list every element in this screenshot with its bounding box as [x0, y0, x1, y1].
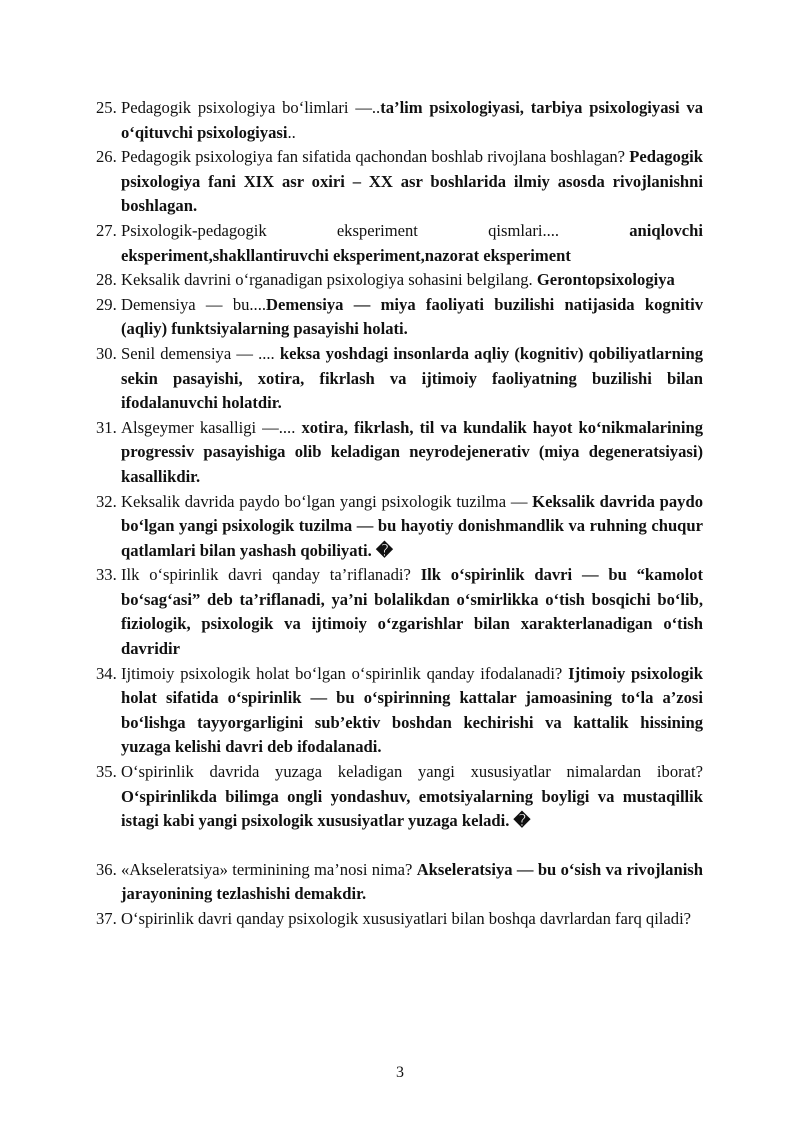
item-body [121, 416, 703, 490]
list-item [96, 760, 703, 834]
item-body [121, 268, 703, 293]
trailing-text: .. [287, 122, 296, 142]
item-body [121, 760, 703, 834]
answer-text: ta’lim psixologiyasi, tarbiya psixologiyasi va o‘qituvchi psixologiyasi [121, 98, 703, 142]
answer-text: Akseleratsiya — bu o‘sish va rivojlanish jarayonining tezlashishi demakdir. [121, 859, 703, 904]
item-number: 33. [96, 565, 117, 585]
item-body [121, 563, 703, 661]
item-number: 32. [96, 491, 117, 511]
item-body [121, 490, 703, 564]
answer-text: Pedagogik psixologiya fani XIX asr oxiri – XX asr boshlarida ilmiy asosda rivojlanishni boshlagan. [121, 147, 703, 216]
item-number: 35. [96, 762, 117, 782]
answer-text: Keksalik davrida paydo bo‘lgan yangi psixologik tuzilma — bu hayotiy donishmandlik va ruhning chuqur qatlamlari bilan yashash qobiliyati. � [121, 491, 703, 560]
item-body [121, 907, 703, 932]
question-text: Pedagogik psixologiya bo‘limlari —.. [121, 98, 381, 117]
list-item [96, 96, 703, 145]
item-number: 25. [96, 98, 117, 117]
list-item [96, 293, 703, 342]
list-item [96, 563, 703, 661]
answer-text: keksa yoshdagi insonlarda aqliy (kognitiv) qobiliyatlarning sekin pasayishi, xotira, fikrlash va ijtimoiy faoliyatning buzilishi bilan ifodalanuvchi holatdir. [121, 343, 703, 413]
question-text: Senil demensiya — .... [121, 343, 280, 363]
answer-text: aniqlovchi eksperiment,shakllantiruvchi eksperiment,nazorat eksperiment [121, 220, 703, 265]
item-body [121, 145, 703, 219]
list-item [96, 416, 703, 490]
item-number: 37. [96, 909, 117, 928]
item-number: 36. [96, 859, 117, 879]
question-text: Ijtimoiy psixologik holat bo‘lgan o‘spirinlik qanday ifodalanadi? [121, 663, 569, 683]
question-text: «Akseleratsiya» terminining ma’nosi nima? [121, 859, 417, 879]
question-text: Pedagogik psixologiya fan sifatida qachondan boshlab rivojlana boshlagan? [121, 147, 630, 167]
item-number: 31. [96, 417, 117, 437]
answer-text: O‘spirinlikda bilimga ongli yondashuv, emotsiyalarning boyligi va mustaqillik istagi kabi yangi psixologik xususiyatlar yuzaga keladi. � [121, 786, 703, 831]
question-text: Demensiya — bu.... [121, 294, 267, 314]
question-text: O‘spirinlik davrida yuzaga keladigan yangi xususiyatlar nimalardan iborat? [121, 762, 703, 782]
list-item [96, 858, 703, 907]
item-number: 30. [96, 343, 117, 363]
question-text: Alsgeymer kasalligi —.... [121, 417, 302, 437]
answer-text: Ilk o‘spirinlik davri — bu “kamolot bo‘sag‘asi” deb ta’riflanadi, ya’ni bolalikdan o‘smirlikka o‘tish bosqichi bo‘lib, fiziologik, psixologik va ijtimoiy o‘zgarishlar bilan xarakterlanadigan o‘tish davridir [121, 565, 703, 659]
answer-text: Ijtimoiy psixologik holat sifatida o‘spirinlik — bu o‘spirinning kattalar jamoasining to‘la a’zosi bo‘lishga tayyorgarligini sub’ektiv boshdan kechirishi va kattalik hissining yuzaga kelishi davri deb ifodalanadi. [121, 663, 703, 757]
question-text: Ilk o‘spirinlik davri qanday ta’riflanadi? [121, 565, 421, 585]
list-item [96, 662, 703, 760]
answer-text: xotira, fikrlash, til va kundalik hayot ko‘nikmalarining progressiv pasayishiga olib keladigan neyrodejenerativ (miya degeneratsiyasi) kasallikdir. [121, 417, 703, 486]
spacer [96, 834, 703, 858]
item-number: 26. [96, 147, 117, 167]
list-item [96, 342, 703, 416]
item-number: 29. [96, 294, 117, 314]
item-body [121, 662, 703, 760]
question-text: Psixologik-pedagogik eksperiment qismlari.... [121, 220, 630, 240]
item-number: 34. [96, 663, 117, 683]
item-number: 28. [96, 270, 117, 290]
question-text: Keksalik davrini o‘rganadigan psixologiya sohasini belgilang. [121, 270, 537, 290]
question-text: Keksalik davrida paydo bo‘lgan yangi psixologik tuzilma — [121, 491, 533, 511]
item-body [121, 96, 703, 145]
answer-text: Gerontopsixologiya [536, 270, 675, 290]
list-item [96, 219, 703, 268]
item-body [121, 342, 703, 416]
list-item [96, 490, 703, 564]
list-item [96, 907, 703, 932]
question-list [96, 96, 703, 932]
answer-text: Demensiya — miya faoliyati buzilishi natijasida kognitiv (aqliy) funktsiyalarning pasayishi holati. [121, 294, 703, 339]
item-body [121, 219, 703, 268]
item-body [121, 858, 703, 907]
page-number: 3 [396, 1064, 404, 1081]
item-body [121, 293, 703, 342]
list-item [96, 268, 703, 293]
list-item [96, 145, 703, 219]
question-text: O‘spirinlik davri qanday psixologik xususiyatlari bilan boshqa davrlardan farq qiladi? [121, 909, 692, 928]
item-number: 27. [96, 220, 117, 240]
